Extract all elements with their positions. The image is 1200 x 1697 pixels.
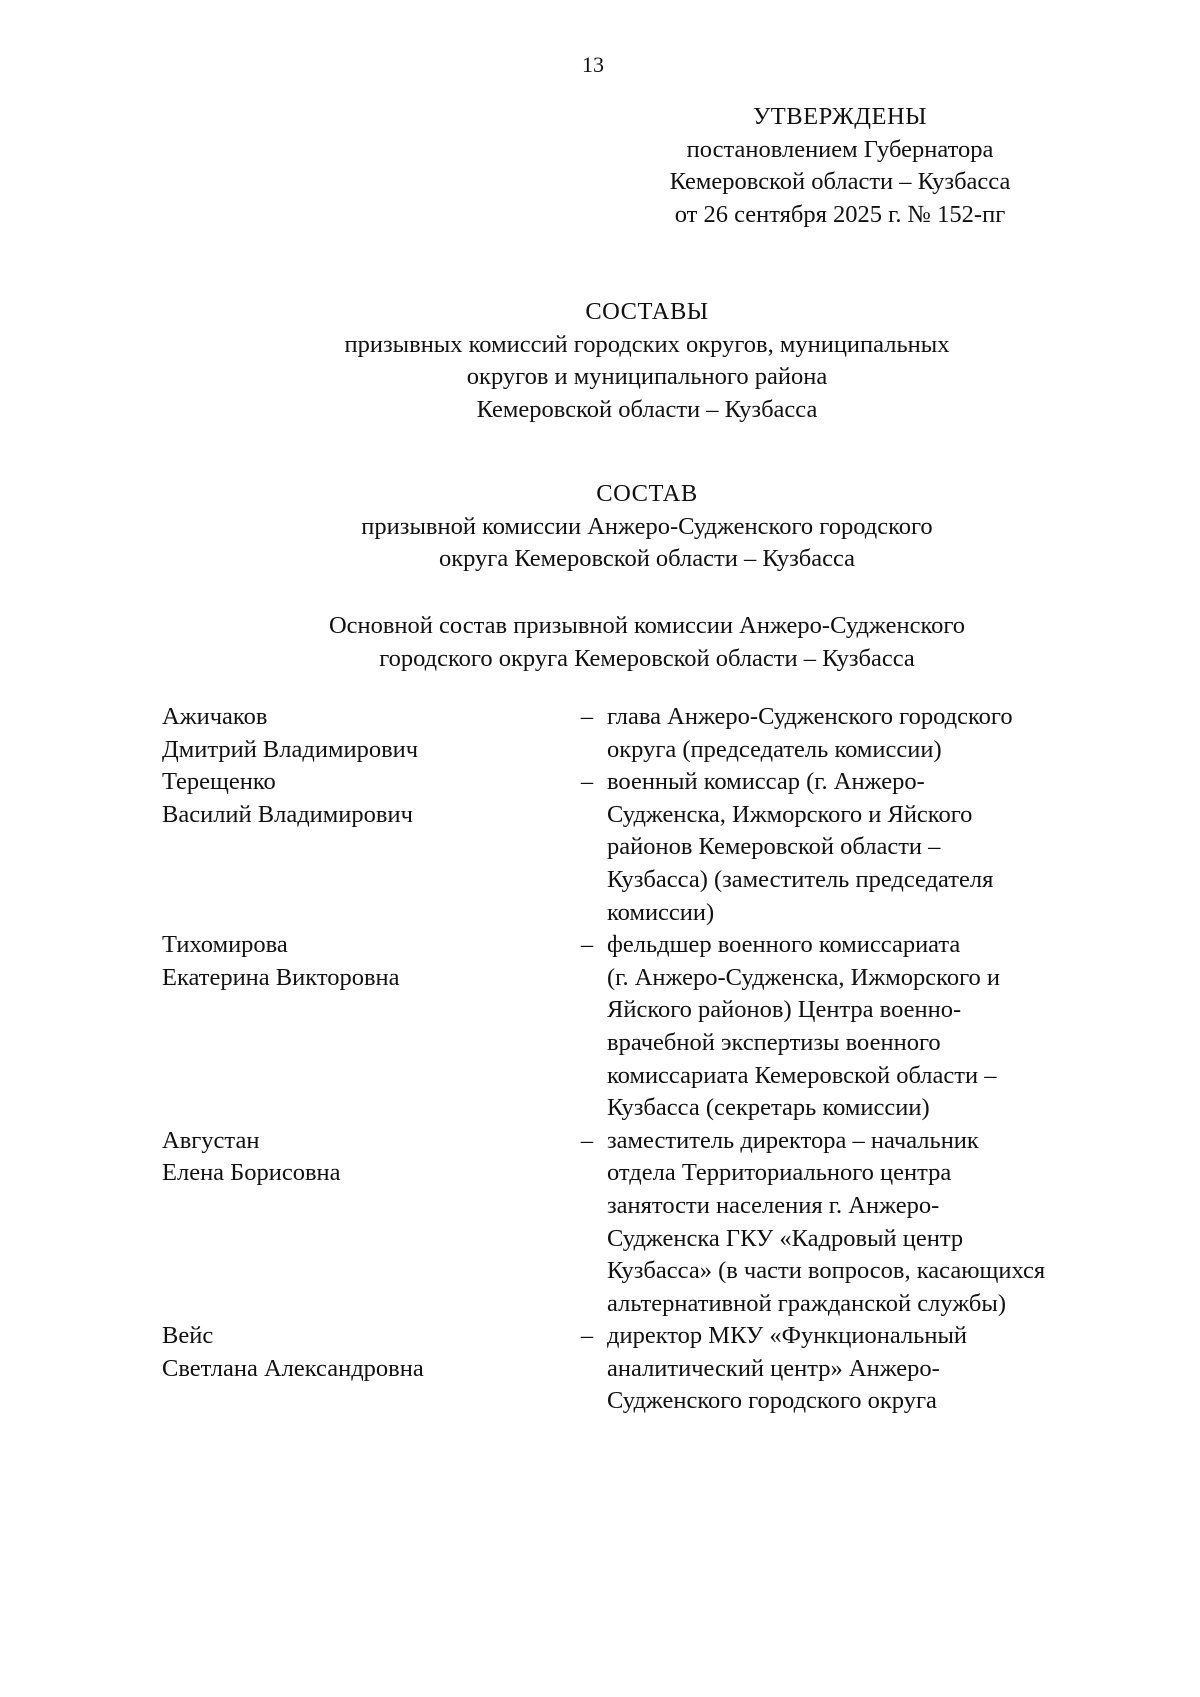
member-role-line: глава Анжеро-Судженского городского (607, 703, 1013, 730)
subsection-title-line: Основной состав призывной комиссии Анжеро-Судженского (328, 612, 966, 639)
commission-title-line: призывной комиссии Анжеро-Судженского городского (361, 512, 933, 540)
approval-title: УТВЕРЖДЕНЫ (752, 103, 928, 130)
member-surname: Августан (162, 1126, 260, 1154)
member-role-line: Судженского городского округа (607, 1387, 937, 1415)
member-role-line: Кузбасса) (заместитель председателя (607, 865, 994, 893)
member-role-line: районов Кемеровской области – (607, 833, 941, 861)
member-surname: Терещенко (162, 768, 276, 796)
member-dash: – (580, 1322, 594, 1350)
subsection-title-block (0, 610, 1200, 675)
member-dash: – (580, 1126, 594, 1154)
member-dash: – (580, 703, 594, 730)
member-role (607, 766, 1122, 929)
member-role-line: фельдшер военного комиссариата (607, 931, 961, 959)
member-role-line: военный комиссар (г. Анжеро- (607, 768, 925, 796)
member-role-line: округа (председатель комиссии) (607, 735, 942, 763)
page-number: 13 (582, 52, 604, 77)
member-row (162, 1125, 1122, 1321)
member-role-line: занятости населения г. Анжеро- (607, 1191, 940, 1219)
member-given-names: Дмитрий Владимирович (162, 735, 419, 763)
member-row (162, 701, 1122, 766)
member-role-line: врачебной экспертизы военного (607, 1028, 941, 1056)
member-given-names: Василий Владимирович (162, 800, 413, 828)
member-given-names: Елена Борисовна (162, 1159, 341, 1187)
member-surname: Ажичаков (162, 703, 268, 730)
members-list (162, 701, 1122, 1418)
member-role-line: Яйского районов) Центра военно- (607, 996, 962, 1024)
main-title-line: округов и муниципального района (466, 363, 828, 391)
approval-line: Кемеровской области – Кузбасса (669, 168, 1011, 196)
member-role-line: заместитель директора – начальник (607, 1126, 979, 1154)
member-name (162, 701, 567, 766)
member-role-line: комиссии) (607, 898, 715, 926)
member-role (607, 1125, 1122, 1321)
member-role-line: комиссариата Кемеровской области – (607, 1061, 997, 1089)
member-surname: Тихомирова (162, 931, 288, 959)
commission-title-heading: СОСТАВ (596, 480, 698, 507)
subsection-title-line: городского округа Кемеровской области – Кузбасса (379, 644, 915, 672)
member-name (162, 1125, 567, 1190)
member-role (607, 929, 1122, 1125)
member-role-line: Кузбасса (секретарь комиссии) (607, 1094, 930, 1122)
approval-line: постановлением Губернатора (686, 135, 994, 163)
member-role-line: директор МКУ «Функциональный (607, 1322, 968, 1350)
member-dash: – (580, 931, 594, 959)
member-name (162, 766, 567, 831)
member-given-names: Екатерина Викторовна (162, 963, 400, 991)
member-name (162, 929, 567, 994)
member-row (162, 929, 1122, 1125)
member-role-line: Судженска, Ижморского и Яйского (607, 800, 973, 828)
member-row (162, 766, 1122, 929)
member-given-names: Светлана Александровна (162, 1354, 424, 1382)
member-role-line: Кузбасса» (в части вопросов, касающихся (607, 1257, 1046, 1285)
member-row (162, 1320, 1122, 1418)
commission-title-line: округа Кемеровской области – Кузбасса (438, 545, 856, 573)
member-role-line: Судженска ГКУ «Кадровый центр (607, 1224, 964, 1252)
member-role (607, 1320, 1122, 1418)
main-title-line: призывных комиссий городских округов, муниципальных (344, 330, 950, 358)
member-surname: Вейс (162, 1322, 214, 1350)
member-role-line: отдела Территориального центра (607, 1159, 952, 1187)
member-name (162, 1320, 567, 1385)
main-title-line: Кемеровской области – Кузбасса (476, 395, 818, 423)
main-title-heading: СОСТАВЫ (585, 298, 709, 325)
commission-title-block (0, 478, 1200, 576)
member-role-line: (г. Анжеро-Судженска, Ижморского и (607, 963, 1000, 991)
member-dash: – (580, 768, 594, 796)
approval-stamp (600, 101, 1080, 231)
approval-line: от 26 сентября 2025 г. № 152-пг (674, 200, 1006, 228)
member-role (607, 701, 1122, 766)
member-role-line: аналитический центр» Анжеро- (607, 1354, 940, 1382)
member-role-line: альтернативной гражданской службы) (607, 1289, 1007, 1317)
main-title-block (0, 296, 1200, 426)
